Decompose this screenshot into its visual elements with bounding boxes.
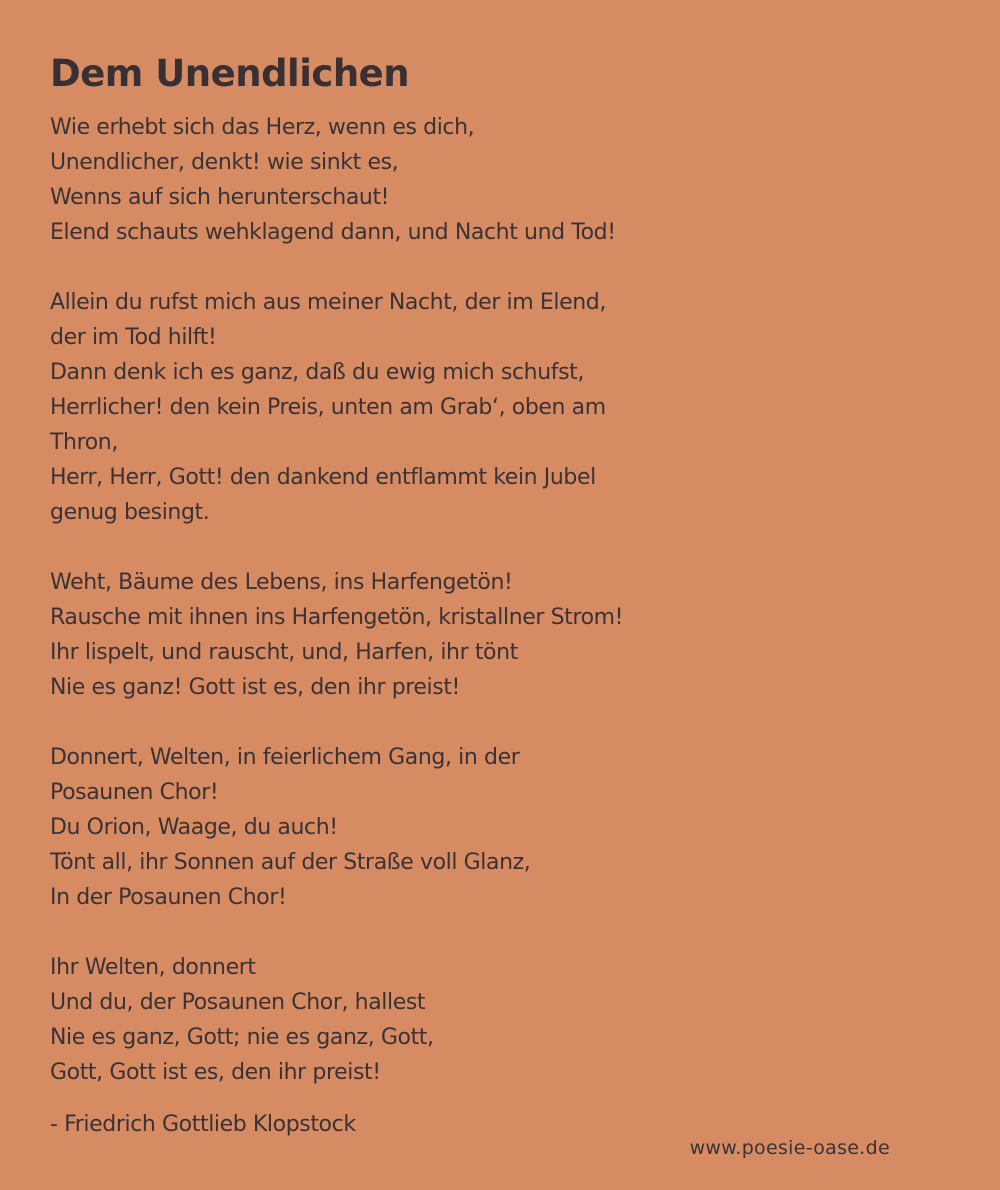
poem-title: Dem Unendlichen: [50, 52, 410, 95]
poem-line: Unendlicher, denkt! wie sinkt es,: [50, 150, 399, 175]
poem-line: Herr, Herr, Gott! den dankend entflammt kein Jubel: [50, 465, 596, 490]
stanza: [50, 565, 690, 705]
poem-author: - Friedrich Gottlieb Klopstock: [50, 1112, 356, 1137]
poem-line: Herrlicher! den kein Preis, unten am Grab‘, oben am: [50, 395, 606, 420]
poem-line: Allein du rufst mich aus meiner Nacht, der im Elend,: [50, 290, 606, 315]
poem-line: Wie erhebt sich das Herz, wenn es dich,: [50, 115, 475, 140]
poem-line: Du Orion, Waage, du auch!: [50, 815, 338, 840]
poem-line: In der Posaunen Chor!: [50, 885, 287, 910]
poem-line: Ihr Welten, donnert: [50, 955, 256, 980]
poem-line: Tönt all, ihr Sonnen auf der Straße voll Glanz,: [50, 850, 531, 875]
poem-line: der im Tod hilft!: [50, 325, 217, 350]
stanza: [50, 285, 690, 530]
poem-line: Elend schauts wehklagend dann, und Nacht und Tod!: [50, 220, 616, 245]
poem-line: Und du, der Posaunen Chor, hallest: [50, 990, 426, 1015]
poem-line: Thron,: [50, 430, 118, 455]
poem-line: Nie es ganz, Gott; nie es ganz, Gott,: [50, 1025, 434, 1050]
stanza: [50, 950, 690, 1090]
poem-line: Weht, Bäume des Lebens, ins Harfengetön!: [50, 570, 513, 595]
poem-line: Posaunen Chor!: [50, 780, 219, 805]
poem-line: Nie es ganz! Gott ist es, den ihr preist!: [50, 675, 460, 700]
poem-body: [50, 110, 690, 1125]
website-url: www.poesie-oase.de: [689, 1137, 890, 1159]
poem-line: Donnert, Welten, in feierlichem Gang, in der: [50, 745, 520, 770]
poem-line: Wenns auf sich herunterschaut!: [50, 185, 390, 210]
poem-line: Dann denk ich es ganz, daß du ewig mich schufst,: [50, 360, 584, 385]
stanza: [50, 740, 690, 915]
stanza: [50, 110, 690, 250]
poem-line: Rausche mit ihnen ins Harfengetön, kristallner Strom!: [50, 605, 624, 630]
poem-line: genug besingt.: [50, 500, 210, 525]
poem-line: Ihr lispelt, und rauscht, und, Harfen, ihr tönt: [50, 640, 518, 665]
poem-line: Gott, Gott ist es, den ihr preist!: [50, 1060, 381, 1085]
